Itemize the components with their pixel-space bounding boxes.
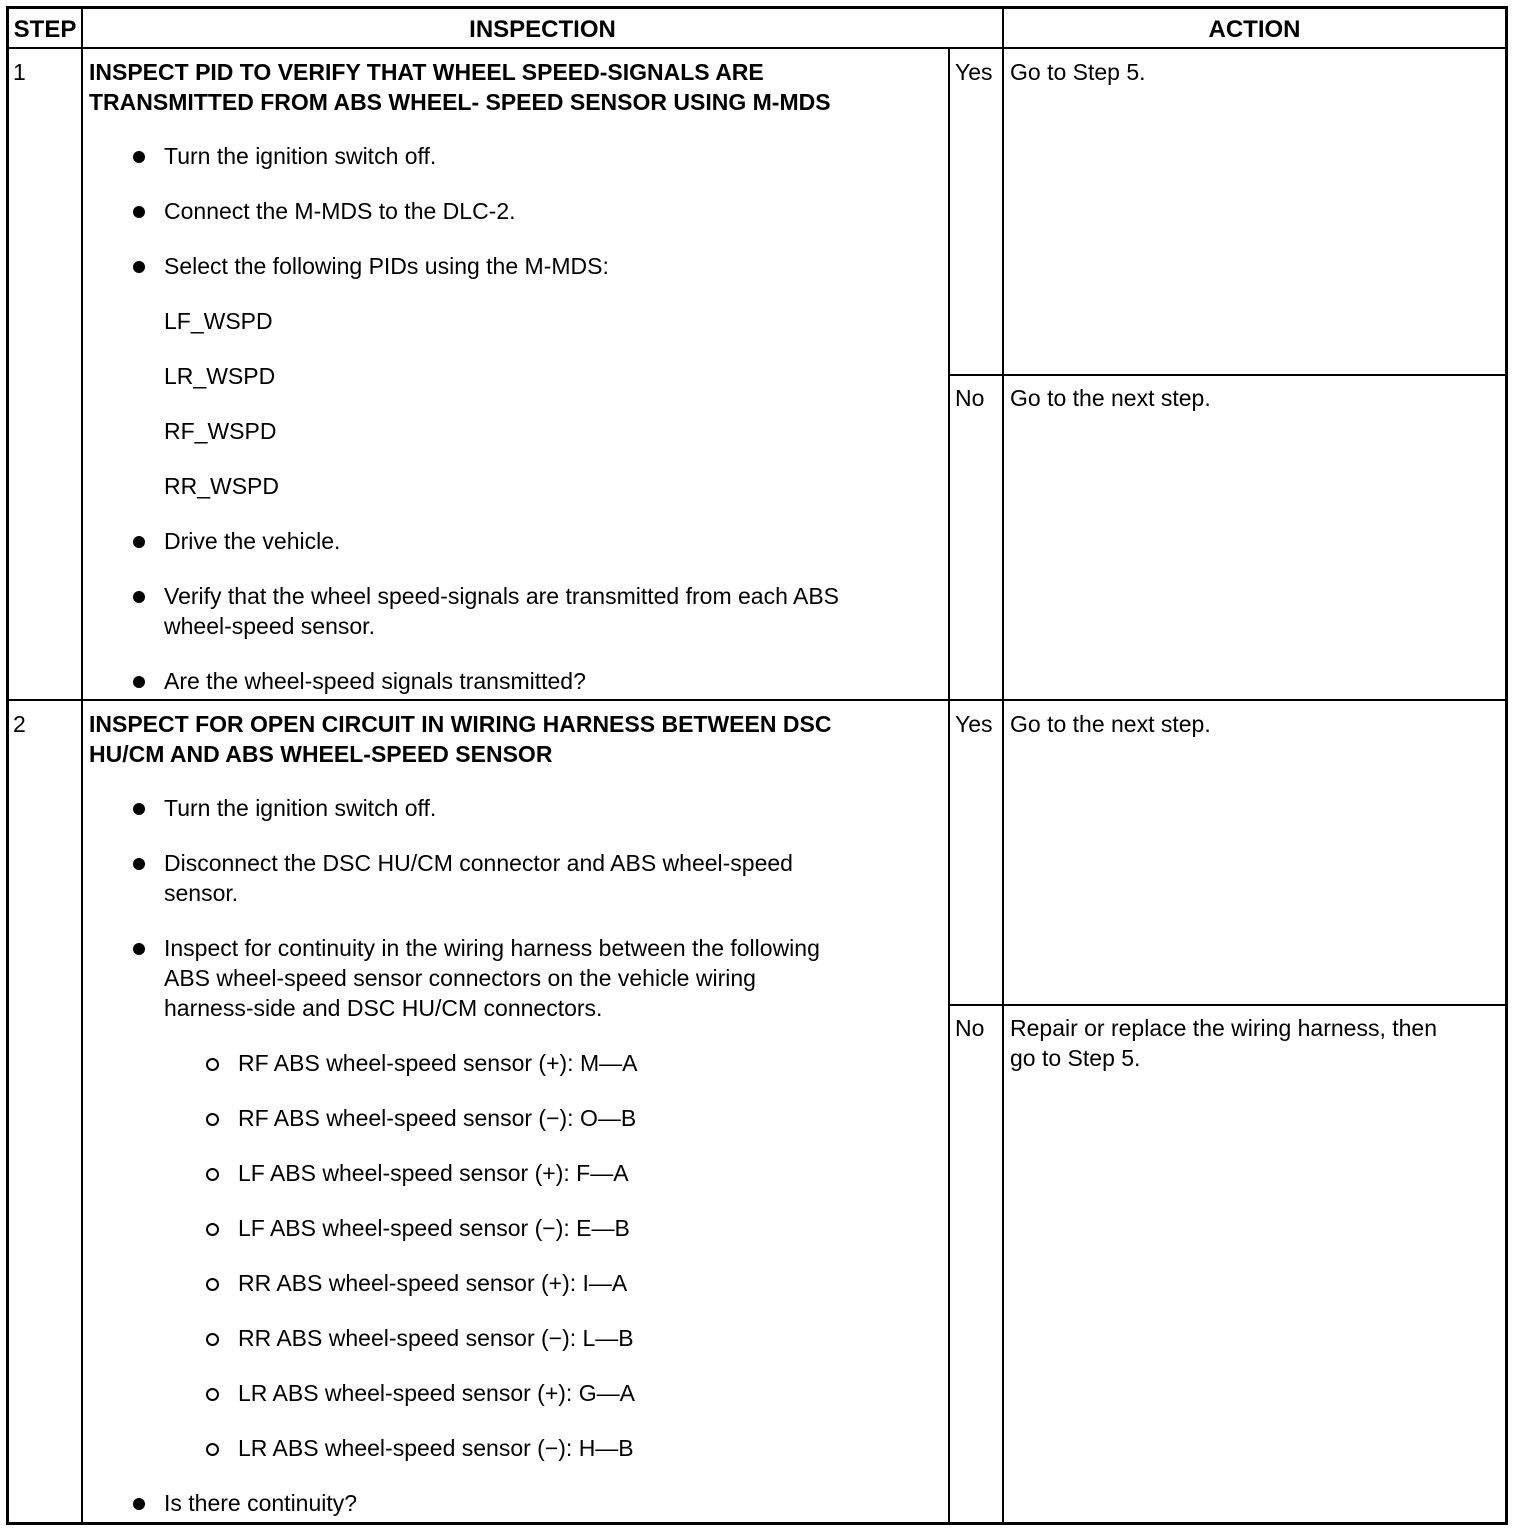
- bullet-icon: [133, 261, 145, 273]
- bullet-icon: [133, 151, 145, 163]
- col-divider-yesno: [948, 48, 950, 1522]
- bullet-icon: [133, 206, 145, 218]
- step2-bullet2-line1: Disconnect the DSC HU/CM connector and ABS wheel-speed: [164, 850, 793, 876]
- step2-bullet3-line2: ABS wheel-speed sensor connectors on the vehicle wiring: [164, 965, 756, 991]
- step2-yes-label: Yes: [955, 711, 993, 737]
- connector-item: RF ABS wheel-speed sensor (+): M—A: [238, 1050, 638, 1076]
- header-step: STEP: [13, 16, 77, 43]
- sub-bullet-icon: [206, 1443, 219, 1456]
- step2-yes-action: Go to the next step.: [1010, 711, 1211, 737]
- step1-bullet1: Turn the ignition switch off.: [164, 143, 437, 169]
- col-divider-step: [81, 9, 83, 1522]
- step1-no-label: No: [955, 385, 985, 411]
- pid-item: LR_WSPD: [164, 363, 276, 389]
- step2-bullet3-line3: harness-side and DSC HU/CM connectors.: [164, 995, 603, 1021]
- step1-bullet5-line2: wheel-speed sensor.: [164, 613, 375, 639]
- step2-title-line2: HU/CM AND ABS WHEEL-SPEED SENSOR: [89, 741, 553, 767]
- col-divider-action: [1002, 9, 1004, 1522]
- sub-bullet-icon: [206, 1113, 219, 1126]
- step1-number: 1: [13, 59, 26, 85]
- step1-yes-label: Yes: [955, 59, 993, 85]
- pid-item: RF_WSPD: [164, 418, 277, 444]
- step1-bullet4: Drive the vehicle.: [164, 528, 341, 554]
- sub-bullet-icon: [206, 1333, 219, 1346]
- bullet-icon: [133, 591, 145, 603]
- header-action: ACTION: [1208, 16, 1301, 43]
- step2-bullet3-line1: Inspect for continuity in the wiring harness between the following: [164, 935, 820, 961]
- step2-bullet4: Is there continuity?: [164, 1490, 358, 1516]
- connector-item: LR ABS wheel-speed sensor (−): H—B: [238, 1435, 634, 1461]
- step1-bullet6: Are the wheel-speed signals transmitted?: [164, 668, 586, 694]
- bullet-icon: [133, 943, 145, 955]
- connector-item: LF ABS wheel-speed sensor (−): E—B: [238, 1215, 630, 1241]
- step2-bullet1: Turn the ignition switch off.: [164, 795, 437, 821]
- step1-title-line1: INSPECT PID TO VERIFY THAT WHEEL SPEED-SIGNALS ARE: [89, 59, 764, 85]
- row-divider: [9, 699, 1505, 701]
- bullet-icon: [133, 803, 145, 815]
- bullet-icon: [133, 1498, 145, 1510]
- step2-no-action-line1: Repair or replace the wiring harness, then: [1010, 1015, 1438, 1041]
- step1-title-line2: TRANSMITTED FROM ABS WHEEL- SPEED SENSOR USING M-MDS: [89, 89, 831, 115]
- step1-no-action: Go to the next step.: [1010, 385, 1211, 411]
- step1-bullet5-line1: Verify that the wheel speed-signals are transmitted from each ABS: [164, 583, 840, 609]
- connector-item: LR ABS wheel-speed sensor (+): G—A: [238, 1380, 635, 1406]
- step1-yesno-divider: [948, 374, 1505, 376]
- connector-item: RF ABS wheel-speed sensor (−): O—B: [238, 1105, 637, 1131]
- bullet-icon: [133, 536, 145, 548]
- step2-number: 2: [13, 711, 26, 737]
- bullet-icon: [133, 858, 145, 870]
- step2-no-action-line2: go to Step 5.: [1010, 1045, 1141, 1071]
- sub-bullet-icon: [206, 1223, 219, 1236]
- sub-bullet-icon: [206, 1388, 219, 1401]
- pid-item: LF_WSPD: [164, 308, 273, 334]
- step2-bullet2-line2: sensor.: [164, 880, 239, 906]
- sub-bullet-icon: [206, 1058, 219, 1071]
- bullet-icon: [133, 676, 145, 688]
- header-inspection: INSPECTION: [469, 16, 616, 43]
- step1-bullet3: Select the following PIDs using the M-MDS:: [164, 253, 609, 279]
- sub-bullet-icon: [206, 1168, 219, 1181]
- pid-item: RR_WSPD: [164, 473, 280, 499]
- step2-title-line1: INSPECT FOR OPEN CIRCUIT IN WIRING HARNESS BETWEEN DSC: [89, 711, 832, 737]
- connector-item: RR ABS wheel-speed sensor (+): I—A: [238, 1270, 628, 1296]
- connector-item: LF ABS wheel-speed sensor (+): F—A: [238, 1160, 629, 1186]
- sub-bullet-icon: [206, 1278, 219, 1291]
- connector-item: RR ABS wheel-speed sensor (−): L—B: [238, 1325, 634, 1351]
- step1-yes-action: Go to Step 5.: [1010, 59, 1146, 85]
- step1-bullet2: Connect the M-MDS to the DLC-2.: [164, 198, 516, 224]
- step2-no-label: No: [955, 1015, 985, 1041]
- step2-yesno-divider: [948, 1004, 1505, 1006]
